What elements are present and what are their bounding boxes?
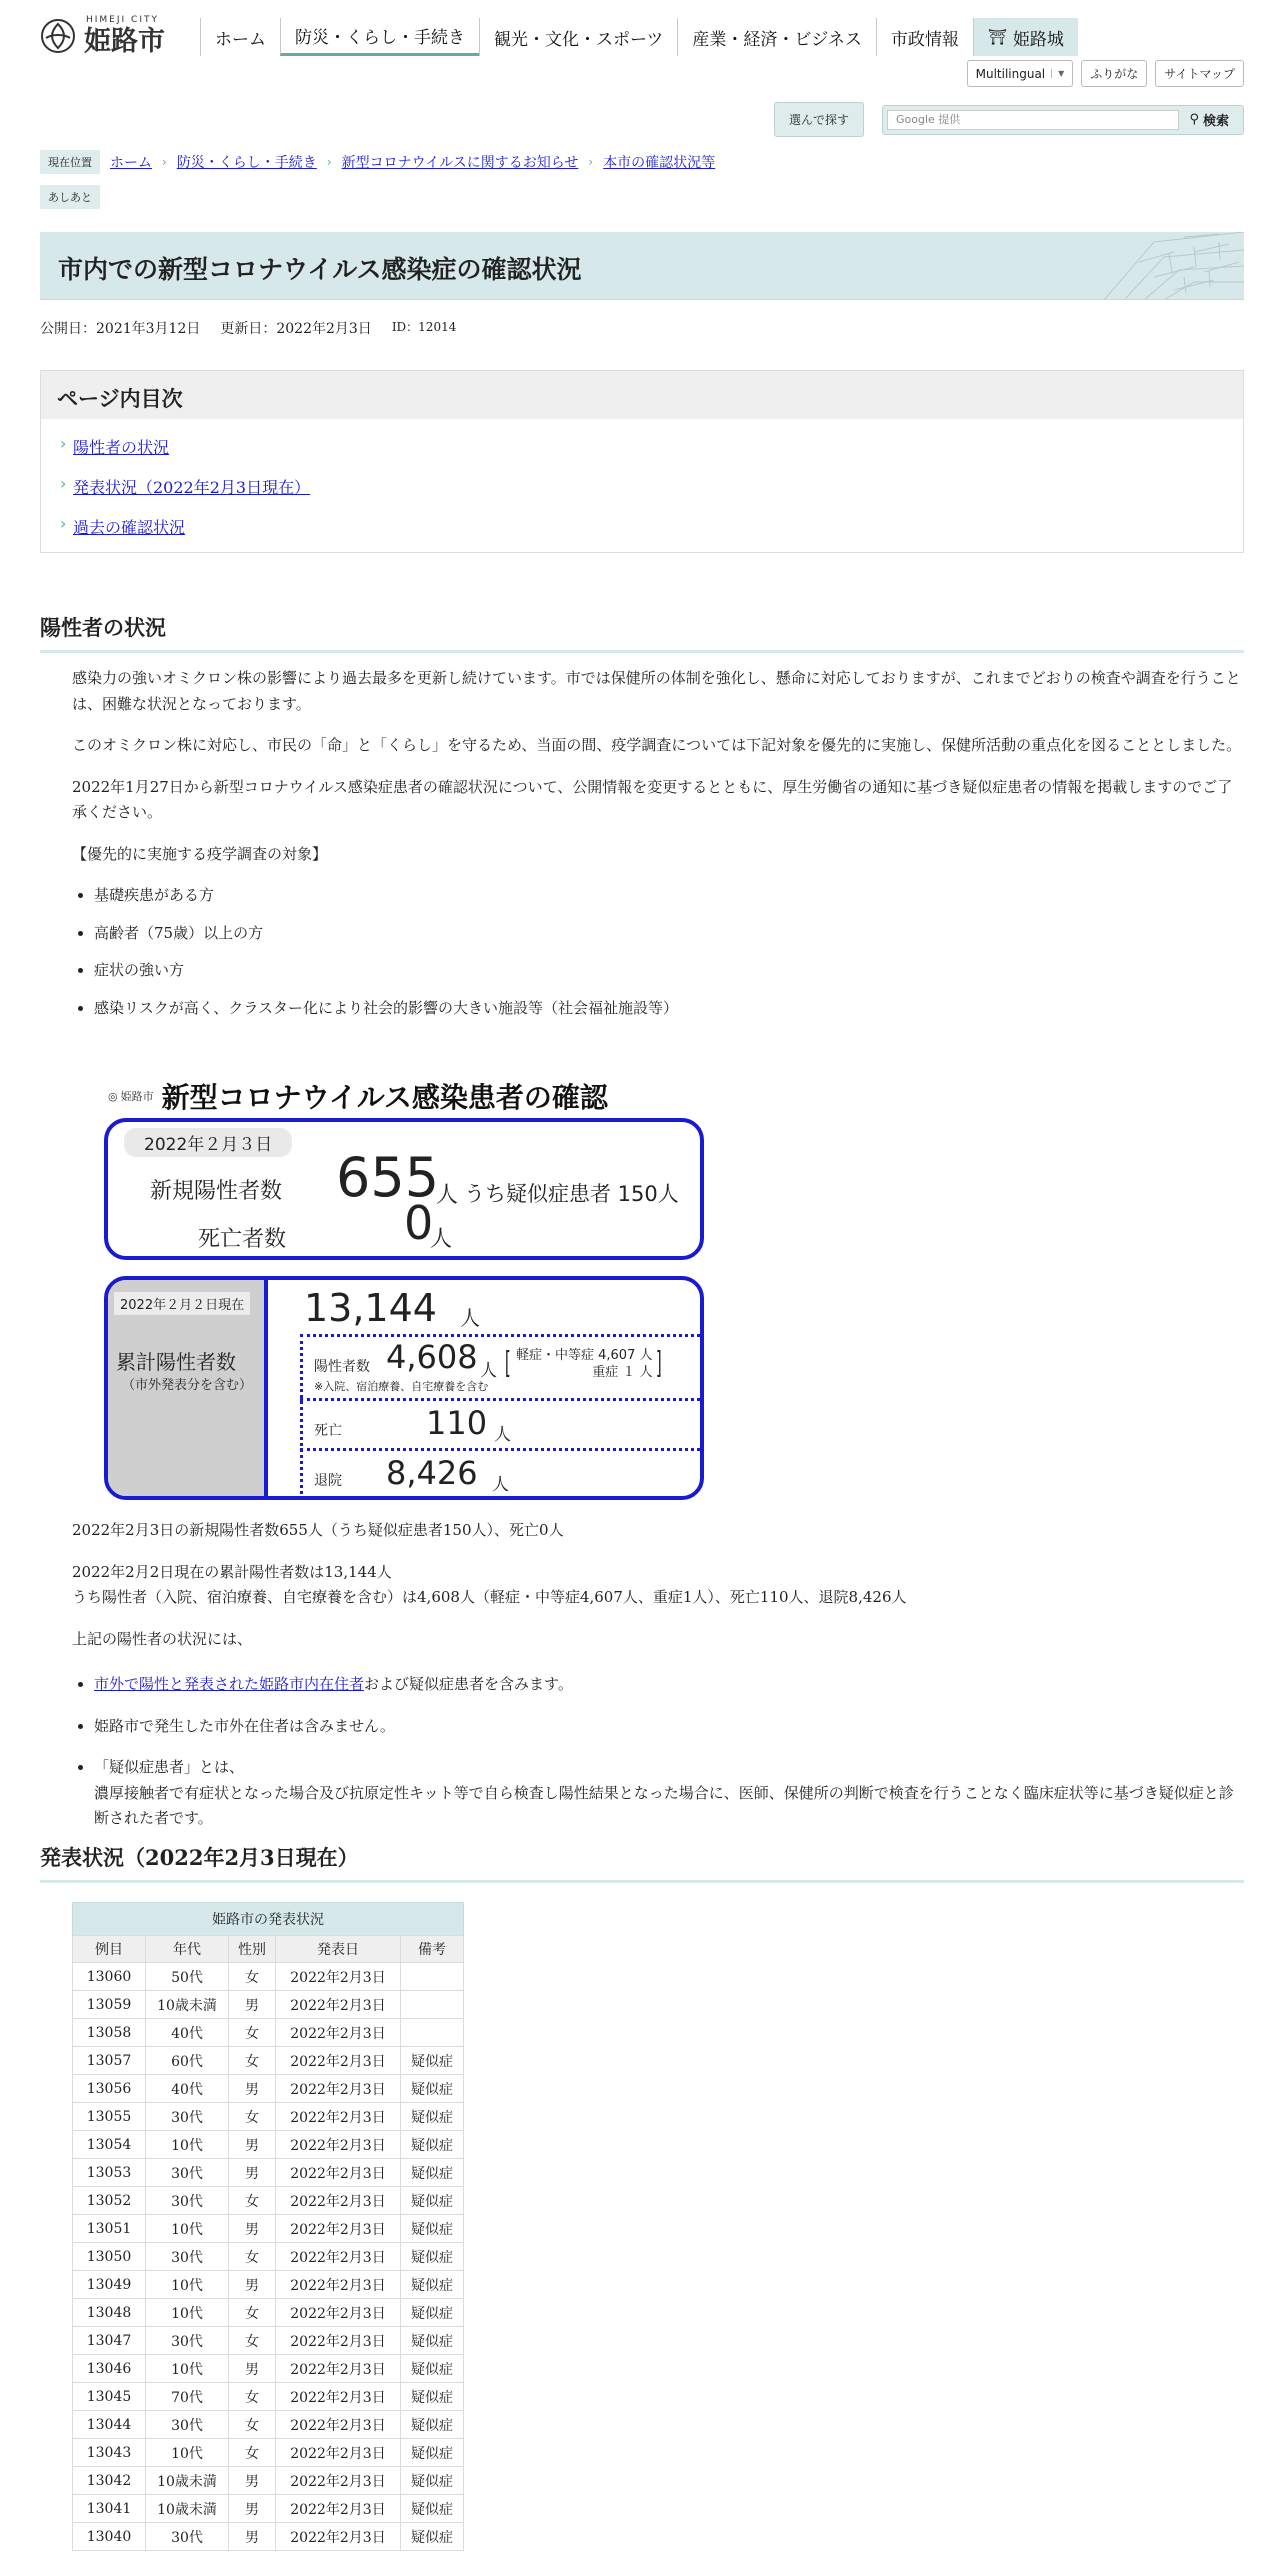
table-body xyxy=(73,1963,464,2551)
table-cell: 2022年2月3日 xyxy=(276,1991,401,2019)
table-cell: 30代 xyxy=(146,2243,229,2271)
sitemap-button[interactable]: サイトマップ xyxy=(1155,60,1244,87)
table-cell: 2022年2月3日 xyxy=(276,2411,401,2439)
link-outside-residents[interactable]: 市外で陽性と発表された姫路市内在住者 xyxy=(94,1675,365,1693)
multilingual-select[interactable] xyxy=(967,60,1074,87)
table-cell: 13052 xyxy=(73,2187,146,2215)
table-row xyxy=(73,2299,464,2327)
breadcrumb-corona[interactable]: 新型コロナウイルスに関するお知らせ xyxy=(341,155,579,171)
nav-home[interactable]: ホーム xyxy=(200,18,280,56)
section-heading-announcement: 発表状況（2022年2月3日現在） xyxy=(40,1842,1244,1883)
table-cell: 13047 xyxy=(73,2327,146,2355)
breadcrumb-home[interactable]: ホーム xyxy=(110,155,152,171)
table-cell: 13049 xyxy=(73,2271,146,2299)
table-row xyxy=(73,2103,464,2131)
summary-line: うち陽性者（入院、宿泊療養、自宅療養を含む）は4,608人（軽症・中等症4,607人、重症1人）、死亡110人、退院8,426人 xyxy=(72,1588,907,1606)
table-cell: 疑似症 xyxy=(401,2411,464,2439)
toc-item xyxy=(73,435,1243,458)
nav-life[interactable]: 防災・くらし・手続き xyxy=(280,18,479,56)
table-cell: 30代 xyxy=(146,2159,229,2187)
unit: 人 xyxy=(430,1227,453,1252)
multilingual-label: Multilingual xyxy=(975,66,1046,81)
paragraph: 2022年2月3日の新規陽性者数655人（うち疑似症患者150人）、死亡0人 xyxy=(72,1521,564,1539)
mild-line: [ 軽症・中等症 4,607 人 xyxy=(516,1348,653,1363)
severity-breakdown xyxy=(516,1348,652,1382)
paragraph: 【優先的に実施する疫学調査の対象】 xyxy=(72,844,328,863)
cumulative-box xyxy=(104,1276,704,1500)
table-cell: 50代 xyxy=(146,1963,229,1991)
col-header: 例目 xyxy=(73,1936,146,1963)
table-row xyxy=(73,2271,464,2299)
table-cell: 13043 xyxy=(73,2439,146,2467)
table-cell: 10歳未満 xyxy=(146,2467,229,2495)
table-cell: 13041 xyxy=(73,2495,146,2523)
toc-heading: ページ内目次 xyxy=(41,371,1243,419)
table-cell: 13044 xyxy=(73,2411,146,2439)
dotted-divider xyxy=(300,1448,700,1451)
suspected-label: うち疑似症患者 150人 xyxy=(464,1182,679,1206)
table-cell: 10代 xyxy=(146,2131,229,2159)
table-cell: 2022年2月3日 xyxy=(276,2523,401,2551)
table-cell: 13058 xyxy=(73,2019,146,2047)
dotted-divider xyxy=(300,1334,700,1337)
infographic-title-text: 新型コロナウイルス感染患者の確認 xyxy=(161,1081,608,1114)
table-cell: 男 xyxy=(229,2159,276,2187)
toc-item xyxy=(73,475,1243,498)
list-item-text: および疑似症患者を含みます。 xyxy=(364,1675,573,1693)
announcement-table xyxy=(72,1902,464,2551)
dotted-divider xyxy=(300,1334,303,1500)
page-title-box xyxy=(40,232,1244,300)
table-row xyxy=(73,1991,464,2019)
daily-date: 2022年２月３日 xyxy=(124,1128,292,1157)
table-row xyxy=(73,2075,464,2103)
table-row xyxy=(73,2495,464,2523)
table-cell: 男 xyxy=(229,1991,276,2019)
global-nav xyxy=(200,18,1078,56)
page-meta xyxy=(40,318,456,338)
infographic xyxy=(104,1068,710,1504)
table-cell: 13048 xyxy=(73,2299,146,2327)
table-row xyxy=(73,2047,464,2075)
cumulative-sublabel: （市外発表分を含む） xyxy=(122,1378,253,1393)
table-cell: 2022年2月3日 xyxy=(276,2131,401,2159)
table-cell: 疑似症 xyxy=(401,2215,464,2243)
unit: 人 xyxy=(436,1183,459,1208)
table-row xyxy=(73,2019,464,2047)
utility-links xyxy=(967,60,1244,87)
infographic-logo xyxy=(108,1088,154,1104)
table-cell xyxy=(401,2019,464,2047)
table-cell: 2022年2月3日 xyxy=(276,2187,401,2215)
positive-label: 陽性者数 xyxy=(314,1359,370,1375)
list-item-text: 「疑似症患者」とは、 xyxy=(94,1758,245,1776)
table-cell: 女 xyxy=(229,2411,276,2439)
logo-english: HIMEJI CITY xyxy=(86,15,159,25)
list-item xyxy=(94,1672,1244,1698)
toc-item xyxy=(73,515,1243,538)
dotted-divider xyxy=(300,1398,700,1401)
toc-link-announcement[interactable]: 発表状況（2022年2月3日現在） xyxy=(73,478,311,497)
search-icon: ⚲ xyxy=(1189,112,1199,127)
table-cell: 2022年2月3日 xyxy=(276,2019,401,2047)
new-cases-label: 新規陽性者数 xyxy=(150,1179,283,1204)
table-row xyxy=(73,2411,464,2439)
table-row xyxy=(73,2439,464,2467)
table-cell: 13046 xyxy=(73,2355,146,2383)
paragraph: 2022年1月27日から新型コロナウイルス感染症患者の確認状況について、公開情報を変更するとともに、厚生労働省の通知に基づき疑似症患者の情報を掲載しますのでご了承ください。 xyxy=(72,777,1233,821)
table-cell: 女 xyxy=(229,2103,276,2131)
table-cell: 30代 xyxy=(146,2523,229,2551)
table-cell: 2022年2月3日 xyxy=(276,2439,401,2467)
cumulative-label: 累計陽性者数 xyxy=(116,1350,236,1374)
breadcrumb-label: 現在位置 xyxy=(40,150,100,174)
table-cell: 40代 xyxy=(146,2019,229,2047)
table-cell: 疑似症 xyxy=(401,2439,464,2467)
table-cell: 2022年2月3日 xyxy=(276,2467,401,2495)
table-cell: 男 xyxy=(229,2467,276,2495)
table-cell xyxy=(401,1991,464,2019)
table-row xyxy=(73,2187,464,2215)
table-cell: 疑似症 xyxy=(401,2355,464,2383)
table-cell xyxy=(401,1963,464,1991)
table-row xyxy=(73,2467,464,2495)
table-cell: 2022年2月3日 xyxy=(276,2495,401,2523)
table-cell: 女 xyxy=(229,2299,276,2327)
table-cell: 疑似症 xyxy=(401,2523,464,2551)
table-cell: 13059 xyxy=(73,1991,146,2019)
table-cell: 60代 xyxy=(146,2047,229,2075)
table-cell: 疑似症 xyxy=(401,2243,464,2271)
notes-list xyxy=(72,1672,1244,1832)
toc-link-past[interactable]: 過去の確認状況 xyxy=(73,518,186,537)
table-cell: 30代 xyxy=(146,2103,229,2131)
recovered-label: 退院 xyxy=(314,1473,342,1489)
section-positive-body xyxy=(72,666,1244,1033)
table-cell: 疑似症 xyxy=(401,2103,464,2131)
table-cell: 女 xyxy=(229,2047,276,2075)
list-item: • 基礎疾患がある方 xyxy=(94,883,1244,909)
chevron-right-icon: › xyxy=(326,155,332,169)
nav-industry[interactable]: 産業・経済・ビジネス xyxy=(677,18,876,56)
unit: 人 xyxy=(460,1306,480,1330)
page-toc xyxy=(40,370,1244,553)
table-cell: 2022年2月3日 xyxy=(276,2047,401,2075)
new-cases-value: 655 xyxy=(336,1146,440,1209)
himeji-logo-icon: ◎ xyxy=(108,1089,118,1103)
table-cell: 男 xyxy=(229,2131,276,2159)
table-cell: 13055 xyxy=(73,2103,146,2131)
logo-japanese: 姫路市 xyxy=(84,26,165,57)
table-cell: 2022年2月3日 xyxy=(276,2299,401,2327)
table-row xyxy=(73,2383,464,2411)
table-cell: 疑似症 xyxy=(401,2271,464,2299)
col-header: 発表日 xyxy=(276,1936,401,1963)
nav-castle[interactable] xyxy=(973,18,1078,56)
himeji-logo-icon xyxy=(40,18,76,54)
search-input[interactable] xyxy=(887,110,1179,130)
table-cell: 2022年2月3日 xyxy=(276,2215,401,2243)
table-cell: 2022年2月3日 xyxy=(276,2075,401,2103)
chevron-down-icon: ▼ xyxy=(1051,69,1064,78)
table-cell: 2022年2月3日 xyxy=(276,2355,401,2383)
table-cell: 70代 xyxy=(146,2383,229,2411)
table-cell: 13051 xyxy=(73,2215,146,2243)
site-header xyxy=(0,0,1284,140)
positive-note: ※入院、宿泊療養、自宅療養を含む xyxy=(314,1380,489,1393)
section-heading-positive: 陽性者の状況 xyxy=(40,612,1244,653)
table-cell: 女 xyxy=(229,1963,276,1991)
choose-search-button[interactable]: 選んで探す xyxy=(774,102,864,137)
table-cell: 男 xyxy=(229,2271,276,2299)
toc-link-positive[interactable]: 陽性者の状況 xyxy=(73,438,170,457)
table-cell: 30代 xyxy=(146,2187,229,2215)
died-label: 死亡 xyxy=(314,1423,342,1439)
table-header-row xyxy=(73,1936,464,1963)
cumulative-asof: 2022年２月２日現在 xyxy=(114,1292,250,1315)
positive-value: 4,608 xyxy=(386,1338,478,1376)
table-cell: 2022年2月3日 xyxy=(276,2383,401,2411)
table-cell: 男 xyxy=(229,2523,276,2551)
col-header: 年代 xyxy=(146,1936,229,1963)
nav-castle-label: 姫路城 xyxy=(1012,29,1064,50)
nav-government[interactable]: 市政情報 xyxy=(876,18,973,56)
table-cell: 13060 xyxy=(73,1963,146,1991)
list-item: • 感染リスクが高く、クラスター化により社会的影響の大きい施設等（社会福祉施設等） xyxy=(94,996,1244,1022)
table-cell: 疑似症 xyxy=(401,2075,464,2103)
table-cell: 13045 xyxy=(73,2383,146,2411)
paragraph: このオミクロン株に対応し、市民の「命」と「くらし」を守るため、当面の間、疫学調査については下記対象を優先的に実施し、保健所活動の重点化を図ることとしました。 xyxy=(72,736,1242,754)
table-cell: 2022年2月3日 xyxy=(276,2327,401,2355)
search-box xyxy=(882,105,1244,135)
table-cell: 疑似症 xyxy=(401,2047,464,2075)
chevron-right-icon: › xyxy=(588,155,594,169)
table-cell: 13050 xyxy=(73,2243,146,2271)
unit: 人 xyxy=(492,1475,509,1495)
table-cell: 10代 xyxy=(146,2439,229,2467)
table-cell: 40代 xyxy=(146,2075,229,2103)
table-cell: 疑似症 xyxy=(401,2467,464,2495)
deaths-value: 0 xyxy=(404,1196,434,1250)
page-title: 市内での新型コロナウイルス感染症の確認状況 xyxy=(58,255,582,284)
table-caption: 姫路市の発表状況 xyxy=(72,1902,464,1935)
table-cell: 女 xyxy=(229,2187,276,2215)
list-item: • 姫路市で発生した市外在住者は含みません。 xyxy=(94,1714,1244,1740)
search-row xyxy=(774,102,1244,137)
unit: 人 xyxy=(494,1425,511,1445)
castle-icon: ⛩ xyxy=(987,28,1007,46)
table-cell: 2022年2月3日 xyxy=(276,2243,401,2271)
table-cell: 疑似症 xyxy=(401,2383,464,2411)
table-cell: 30代 xyxy=(146,2327,229,2355)
list-item: • 高齢者（75歳）以上の方 xyxy=(94,921,1244,947)
table-row xyxy=(73,2243,464,2271)
published-date: 公開日：2021年3月12日 xyxy=(40,321,201,337)
table-cell: 女 xyxy=(229,2439,276,2467)
nav-tourism[interactable]: 観光・文化・スポーツ xyxy=(479,18,677,56)
table-cell: 女 xyxy=(229,2327,276,2355)
table-cell: 10代 xyxy=(146,2355,229,2383)
table-cell: 13040 xyxy=(73,2523,146,2551)
list-item: • 症状の強い方 xyxy=(94,958,1244,984)
table-cell: 10歳未満 xyxy=(146,2495,229,2523)
search-button[interactable] xyxy=(1179,110,1239,129)
site-logo[interactable] xyxy=(40,16,165,55)
recovered-value: 8,426 xyxy=(386,1454,478,1492)
table-cell: 10代 xyxy=(146,2215,229,2243)
table-cell: 男 xyxy=(229,2355,276,2383)
castle-wall-decoration xyxy=(1044,232,1244,300)
ashiato-label: あしあと xyxy=(40,185,100,209)
unit: 人 xyxy=(480,1361,497,1381)
table-row xyxy=(73,2159,464,2187)
paragraph: 上記の陽性者の状況には、 xyxy=(72,1629,253,1648)
breadcrumb-life[interactable]: 防災・くらし・手続き xyxy=(176,155,317,171)
table-cell: 2022年2月3日 xyxy=(276,1963,401,1991)
table-cell: 10歳未満 xyxy=(146,1991,229,2019)
table-row xyxy=(73,2131,464,2159)
table-cell: 13053 xyxy=(73,2159,146,2187)
table-cell: 疑似症 xyxy=(401,2187,464,2215)
furigana-button[interactable]: ふりがな xyxy=(1081,60,1147,87)
severe-line: 重症 １ 人 xyxy=(592,1364,653,1380)
table-cell: 10代 xyxy=(146,2271,229,2299)
paragraph xyxy=(72,1560,1244,1611)
col-header: 性別 xyxy=(229,1936,276,1963)
list-item-text: 濃厚接触者で有症状となった場合及び抗原定性キット等で自ら検査し陽性結果となった場合に、医師、保健所の判断で検査を行うことなく臨床症状等に基づき疑似症と診断された者です。 xyxy=(94,1783,1234,1827)
table-cell: 女 xyxy=(229,2019,276,2047)
table-cell: 10代 xyxy=(146,2299,229,2327)
table-cell: 女 xyxy=(229,2243,276,2271)
deaths-label: 死亡者数 xyxy=(198,1227,287,1252)
summary-line: 2022年2月2日現在の累計陽性者数は13,144人 xyxy=(72,1562,392,1581)
section-positive-summary xyxy=(72,1518,1244,1844)
cumulative-label-panel xyxy=(108,1280,268,1496)
table-cell: 疑似症 xyxy=(401,2495,464,2523)
died-value: 110 xyxy=(426,1404,488,1442)
infographic-logo-text: 姫路市 xyxy=(120,1090,154,1103)
table-cell: 男 xyxy=(229,2075,276,2103)
updated-date: 更新日：2022年2月3日 xyxy=(220,321,372,337)
table-cell: 30代 xyxy=(146,2411,229,2439)
table-cell: 2022年2月3日 xyxy=(276,2103,401,2131)
list-item xyxy=(94,1755,1244,1832)
table-row xyxy=(73,2355,464,2383)
table-row xyxy=(73,2327,464,2355)
table-cell: 13056 xyxy=(73,2075,146,2103)
col-header: 備考 xyxy=(401,1936,464,1963)
table-cell: 疑似症 xyxy=(401,2131,464,2159)
table-row xyxy=(73,2215,464,2243)
daily-box xyxy=(104,1118,704,1260)
table-cell: 2022年2月3日 xyxy=(276,2271,401,2299)
table-cell: 13057 xyxy=(73,2047,146,2075)
table-cell: 男 xyxy=(229,2495,276,2523)
breadcrumb xyxy=(40,150,715,174)
paragraph: 感染力の強いオミクロン株の影響により過去最多を更新し続けています。市では保健所の体制を強化し、懸命に対応しておりますが、これまでどおりの検査や調査を行うことは、困難な状況となっております。 xyxy=(72,669,1241,713)
search-button-label: 検索 xyxy=(1202,114,1229,129)
table-cell: 男 xyxy=(229,2215,276,2243)
table-cell: 疑似症 xyxy=(401,2327,464,2355)
table-cell: 13054 xyxy=(73,2131,146,2159)
table-cell: 2022年2月3日 xyxy=(276,2159,401,2187)
cumulative-value: 13,144 xyxy=(304,1286,437,1330)
chevron-right-icon: › xyxy=(162,155,167,169)
table-cell: 13042 xyxy=(73,2467,146,2495)
breadcrumb-current[interactable]: 本市の確認状況等 xyxy=(603,155,716,171)
table-cell: 疑似症 xyxy=(401,2299,464,2327)
table-cell: 女 xyxy=(229,2383,276,2411)
page-id: ID：12014 xyxy=(391,320,457,334)
priority-list xyxy=(72,883,1244,1021)
table-cell: 疑似症 xyxy=(401,2159,464,2187)
table-row xyxy=(73,2523,464,2551)
infographic-title xyxy=(108,1076,608,1116)
table-row xyxy=(73,1963,464,1991)
